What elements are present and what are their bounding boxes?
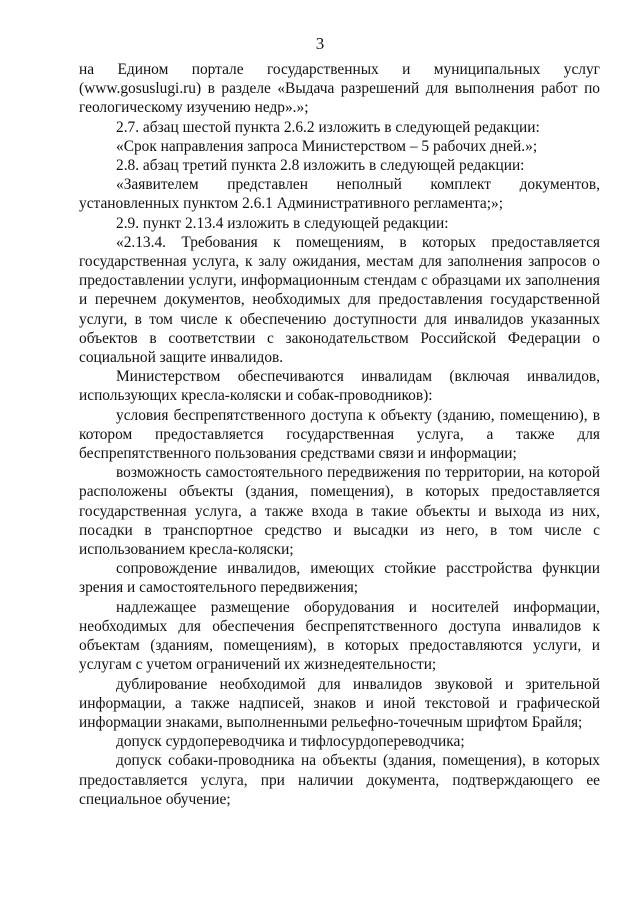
paragraph: «Срок направления запроса Министерством – 5 рабочих дней.»; <box>116 137 538 155</box>
paragraph: 2.9. пункт 2.13.4 изложить в следующей редакции: <box>116 214 449 232</box>
paragraph: допуск сурдопереводчика и тифлосурдопереводчика; <box>116 733 465 751</box>
paragraph: условия беспрепятственного доступа к объекту (зданию, помещению), в котором предоставляется государственная услуга, а также для беспрепятственного пользования средствами связи и информации; <box>79 406 600 463</box>
paragraph: «Заявителем представлен неполный комплект документов, установленных пунктом 2.6.1 Административного регламента;»; <box>79 176 600 213</box>
paragraph: возможность самостоятельного передвижения по территории, на которой расположены объекты (здания, помещения), в которых предоставляется государственная услуга, а также входа в такие объекты и выхода из них, посадки в транспортное средство и высадки из него, в том числе с использованием кресла-коляски; <box>79 464 600 559</box>
paragraph: сопровождение инвалидов, имеющих стойкие расстройства функции зрения и самостоятельного передвижения; <box>79 560 600 597</box>
paragraph: надлежащее размещение оборудования и носителей информации, необходимых для обеспечения беспрепятственного доступа инвалидов к объектам (зданиям, помещениям), в которых предоставляются услуги, и услугам с учетом ограничений их жизнедеятельности; <box>79 598 600 674</box>
paragraph: 2.8. абзац третий пункта 2.8 изложить в следующей редакции: <box>116 157 525 175</box>
page-number: 3 <box>315 34 325 53</box>
paragraph: дублирование необходимой для инвалидов звуковой и зрительной информации, а также надписей, знаков и иной текстовой и графической информации знаками, выполненными рельефно-точечным шрифтом Брайля; <box>79 675 600 731</box>
paragraph: допуск собаки-проводника на объекты (здания, помещения), в которых предоставляется услуга, при наличии документа, подтверждающего ее специальное обучение; <box>79 752 600 808</box>
paragraph: «2.13.4. Требования к помещениям, в которых предоставляется государственная услуга, к залу ожидания, местам для заполнения запросов о предоставлении услуги, информационным стендам с образцами их заполнения и перечнем документов, необходимых для предоставления государственной услуги, в том числе к обеспечению доступности для инвалидов указанных объектов в соответствии с законодательством Российской Федерации о социальной защите инвалидов. <box>79 233 600 367</box>
paragraph: 2.7. абзац шестой пункта 2.6.2 изложить в следующей редакции: <box>116 118 540 136</box>
document-body <box>79 60 600 809</box>
paragraph: Министерством обеспечиваются инвалидам (включая инвалидов, использующих кресла-коляски и собак-проводников): <box>79 368 600 405</box>
paragraph: на Едином портале государственных и муниципальных услуг (www.gosuslugi.ru) в разделе «Выдача разрешений для выполнения работ по геологическому изучению недр».»; <box>79 61 600 117</box>
